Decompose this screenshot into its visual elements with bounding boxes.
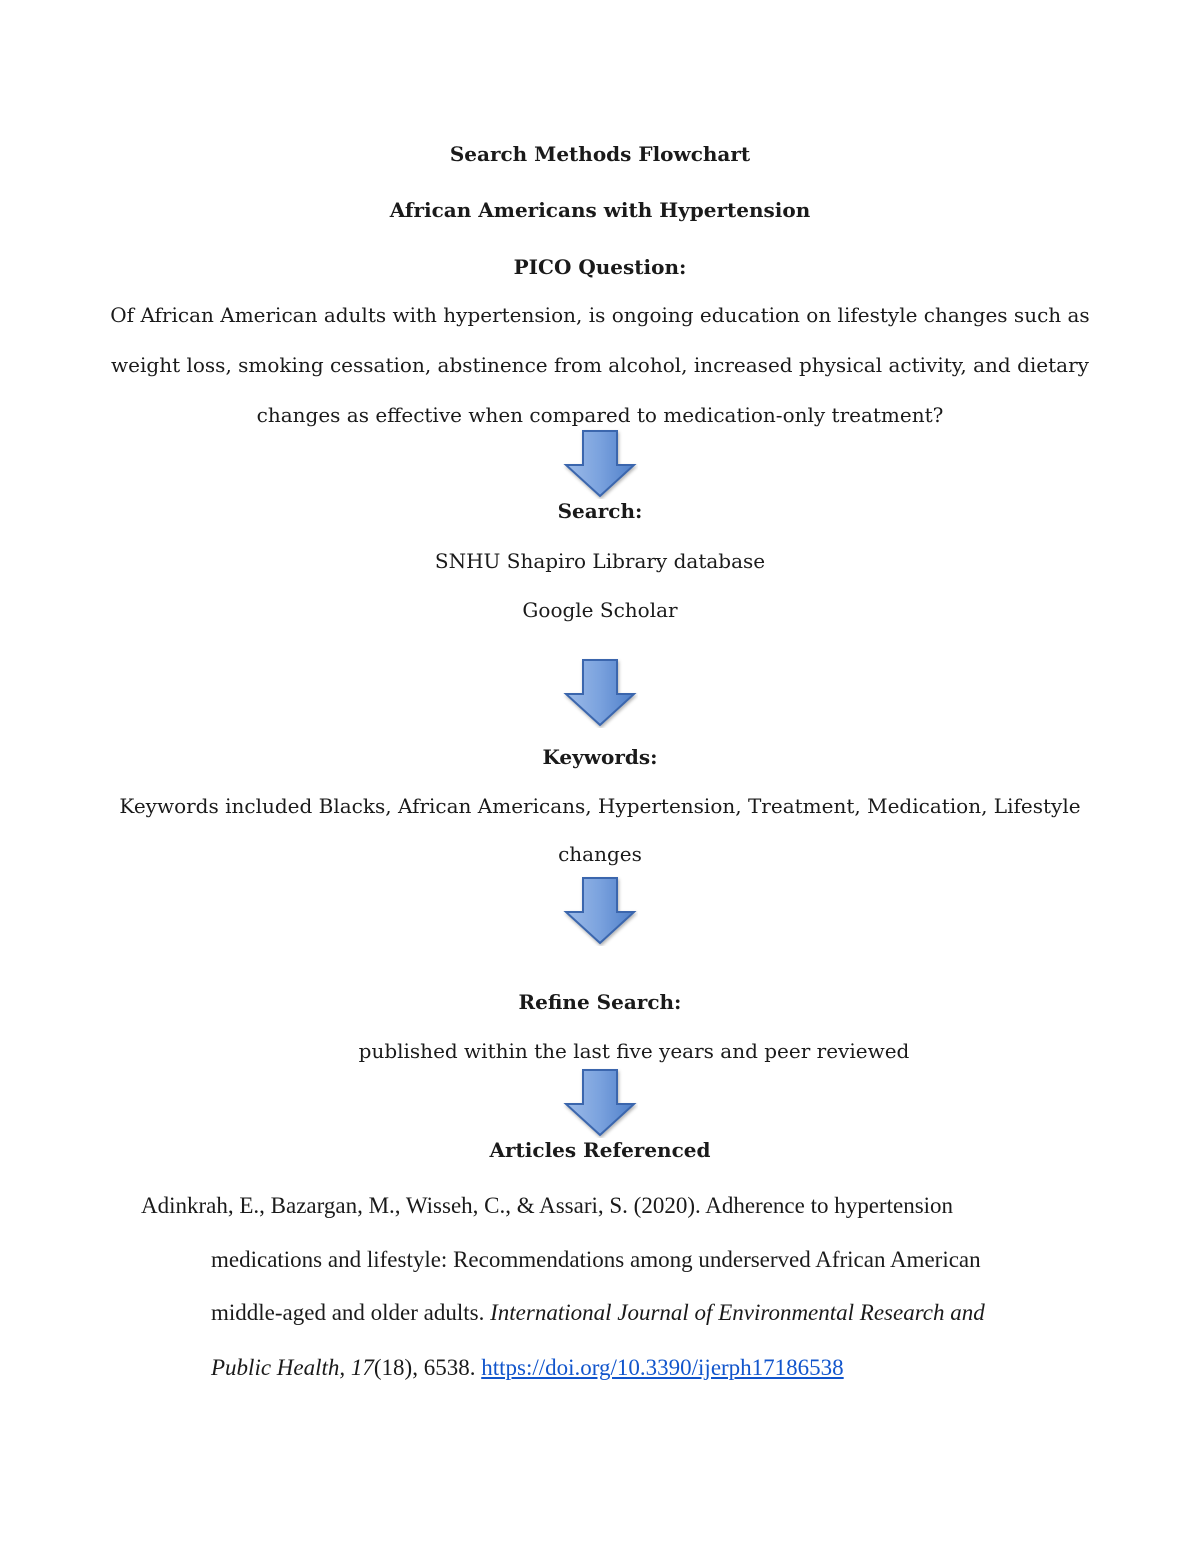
search-heading: Search: [557,499,643,523]
down-arrow-icon [562,1068,638,1138]
down-arrow-icon [562,429,638,499]
reference-text: middle-aged and older adults. [211,1300,491,1325]
reference-text: (18), 6538. [373,1355,482,1380]
pico-question-line: weight loss, smoking cessation, abstinence from alcohol, increased physical activity, and dietary [111,353,1089,377]
pico-question-line: changes as effective when compared to medication-only treatment? [256,403,944,427]
pico-heading: PICO Question: [513,255,687,279]
search-source: Google Scholar [522,598,678,622]
reference-line [211,1298,985,1328]
keywords-line: changes [558,842,642,866]
search-source: SNHU Shapiro Library database [434,549,766,573]
reference-line [211,1353,844,1383]
reference-line: Adinkrah, E., Bazargan, M., Wisseh, C., & Assari, S. (2020). Adherence to hypertension [141,1193,954,1218]
reference-line: medications and lifestyle: Recommendations among underserved African American [211,1247,981,1272]
refine-heading: Refine Search: [518,990,682,1014]
down-arrow-icon [562,876,638,946]
down-arrow-icon [562,658,638,728]
refine-text: published within the last five years and peer reviewed [358,1039,910,1063]
page-subtitle: African Americans with Hypertension [389,198,811,222]
page-title: Search Methods Flowchart [449,142,751,166]
doi-link[interactable]: https://doi.org/10.3390/ijerph17186538 [481,1355,844,1380]
keywords-heading: Keywords: [542,745,658,769]
articles-heading: Articles Referenced [489,1138,711,1162]
pico-question-line: Of African American adults with hypertension, is ongoing education on lifestyle changes such as [110,303,1090,327]
journal-title: Public Health, 17 [211,1355,374,1380]
keywords-line: Keywords included Blacks, African Americans, Hypertension, Treatment, Medication, Lifestyle [119,794,1081,818]
journal-title: International Journal of Environmental Research and [490,1300,985,1325]
